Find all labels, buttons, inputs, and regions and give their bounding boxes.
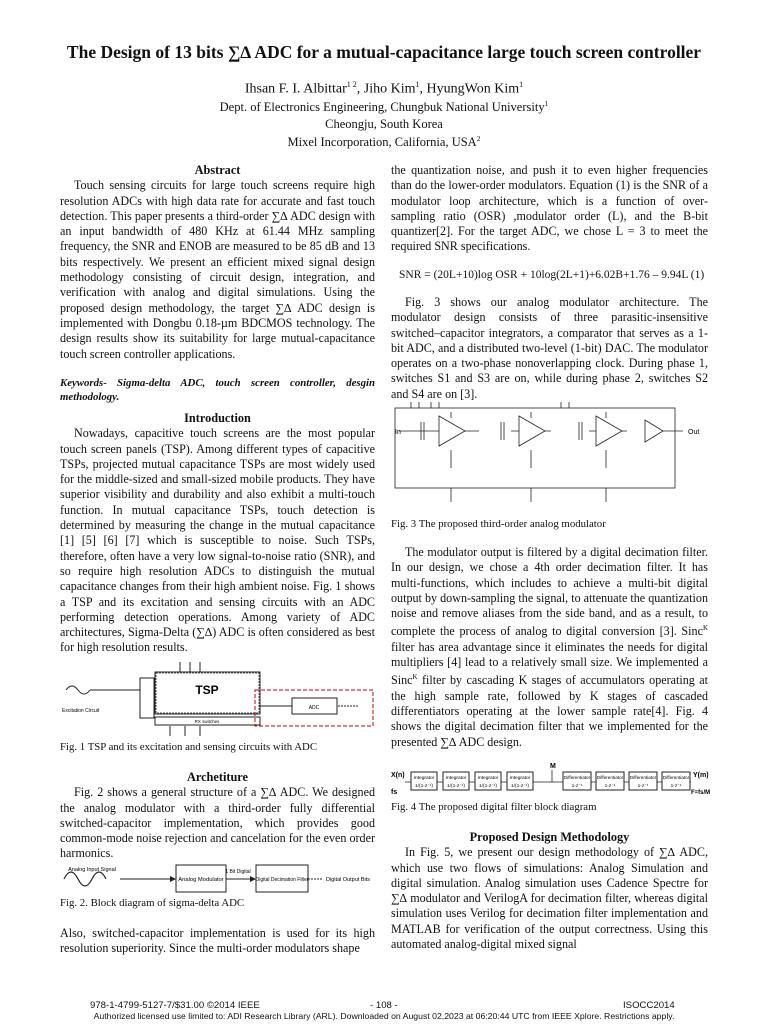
- fig4-y-label: Y(m): [693, 772, 709, 779]
- footer-license: Authorized licensed use limited to: ADI Research Library (ARL). Downloaded on August 02,2023 at 06:20:44 UTC from IEEE Xplore. Restrictions apply.: [93, 1011, 675, 1021]
- keywords: Keywords- Sigma-delta ADC, touch screen controller, desgin methodology.: [60, 377, 375, 403]
- fig1-tsp-label: TSP: [195, 683, 219, 697]
- svg-text:1/(1-z⁻¹): 1/(1-z⁻¹): [511, 784, 529, 789]
- fig4-x-label: X(n): [391, 772, 405, 779]
- fig3-out-label: Out: [688, 429, 700, 436]
- affiliation-3: Mixel Incorporation, California, USA$^2$: [287, 134, 481, 150]
- figure-4-filter-diagram: [391, 760, 711, 798]
- svg-text:Differentiator: Differentiator: [629, 775, 657, 780]
- author-1-affil: 1 2: [346, 80, 357, 89]
- svg-text:1-z⁻¹: 1-z⁻¹: [604, 784, 616, 789]
- svg-text:Integrator: Integrator: [509, 776, 531, 781]
- figure-3-modulator-schematic: [391, 398, 708, 514]
- svg-text:1-z⁻¹: 1-z⁻¹: [637, 784, 649, 789]
- fig2-input-label: Analog Input Signal: [68, 867, 116, 873]
- figure-1-tsp-diagram: [60, 660, 375, 738]
- fig4-m-label: M: [550, 763, 556, 770]
- fig4-fs-out-label: F=fs/M: [691, 790, 711, 796]
- snr-paragraph: the quantization noise, and push it to even higher frequencies than do the lower-order modulators. Equation (1) is the SNR of a modulator loop architecture, which is a function of over-sampling ratio (OSR) ,modulator order (L), and the B-bit quantizer[2]. For the target ADC, we chose L = 3 to meet the required SNR specifications.: [391, 163, 708, 254]
- decimation-paragraph: The modulator output is filtered by a digital decimation filter. In our design, we chose a 4th order decimation filter. It has multi-functions, which includes to achieve a multi-bit digital output by down-sampling the signal, to attenuate the quantization noise and remove aliases from the side band, and as a result, to complete the process of analog to digital conversion [3]. Sinc$^K$ filter has area advantage since it eliminates the needs for digital multipliers [4] lead to a relatively small size. We implemented a Sinc$^K$ filter by cascading K stages of accumulators operating at the high sample rate, followed by K stages of cascaded differentiators operating at the lower sample rate[4]. Fig. 4 shows the digital decimation filter that we implemented for the presented ∑∆ ADC design.: [391, 545, 708, 749]
- footer-copyright: 978-1-4799-5127-7/$31.00 ©2014 IEEE: [90, 1000, 260, 1011]
- svg-text:1/(1-z⁻¹): 1/(1-z⁻¹): [447, 784, 465, 789]
- fig2-modulator-label: Analog Modulator: [178, 877, 224, 883]
- paper-title: The Design of 13 bits ∑∆ ADC for a mutual-capacitance large touch screen controller: [66, 42, 702, 62]
- introduction-heading: Introduction: [184, 411, 251, 425]
- svg-text:Integrator: Integrator: [445, 776, 467, 781]
- abstract-heading: Abstract: [194, 163, 241, 177]
- architecture-heading: Archetiture: [186, 770, 248, 784]
- svg-text:1-z⁻¹: 1-z⁻¹: [571, 784, 583, 789]
- introduction-text: Nowadays, capacitive touch screens are the most popular touch screen panels (TSP). Among different types of capacitive TSPs, projected mutual capacitance TSPs are most widely used for the middle-sized and small-sized mobile products. They have superior visibility and durability and also exhibit a multi-touch function. In mutual capacitance TSPs, touch detection is determined by measuring the change in the mutual capacitance [1] [5] [6] [7] which is susceptible to noise. Such TSPs, therefore, often have a very low signal-to-noise ratio (SNR), and so require high resolution ADCs to distinguish the mutual capacitance changes from their high ambient noise. Fig. 1 shows a TSP and its excitation and sensing circuits with an ADC performing detection operations. Among variety of ADC architectures, Sigma-Delta (∑∆) ADC is often considered as best for high resolution results.: [60, 426, 375, 655]
- affiliation-2: Cheongju, South Korea: [325, 117, 443, 131]
- author-list: [0, 80, 768, 98]
- author-3: , HyungWon Kim: [419, 81, 520, 97]
- affiliation-1: Dept. of Electronics Engineering, Chungbuk National University$^1$: [219, 99, 549, 115]
- fig3-in-label: In: [395, 429, 401, 436]
- fig1-adc-label: ADC: [308, 705, 320, 711]
- fig1-excitation-label: Excitation Circuit: [62, 708, 100, 714]
- fig2-bit-label: 1 Bit Digital: [225, 869, 251, 875]
- svg-text:Differentiator: Differentiator: [596, 775, 624, 780]
- author-2: , Jiho Kim: [356, 81, 416, 97]
- architecture-text-2: Also, switched-capacitor implementation is used for its high resolution superiority. Since the multi-order modulators shape: [60, 926, 375, 956]
- methodology-text: In Fig. 5, we present our design methodology of ∑∆ ADC, which use two flows of simulations: Analog Simulation and digital simulation. Analog simulation uses Cadence Spectre for ∑∆ modulator and VerilogA for decimation filter, whereas digital simulation uses Verilog for decimation filter implementation and MATLAB for verification of the output correctness. Using this automated analog-digital mixed signal: [391, 845, 708, 952]
- abstract-section: [60, 163, 375, 362]
- svg-text:Differentiator: Differentiator: [563, 775, 591, 780]
- fig4-fs-label: fs: [391, 789, 398, 796]
- svg-text:Integrator: Integrator: [477, 776, 499, 781]
- methodology-section: [391, 830, 708, 952]
- figure-3-caption: Fig. 3 The proposed third-order analog modulator: [391, 518, 606, 530]
- modulator-paragraph: Fig. 3 shows our analog modulator architecture. The modulator design consists of three parasitic-insensitive switched–capacitor integrators, a comparator that serves as a 1-bit ADC, and a distributed two-level (1-bit) DAC. The modulator operates on a two-phase nonoverlapping clock. During phase 1, switches S1 and S3 are on, while during phase 2, switches S2 and S4 are on [3].: [391, 295, 708, 401]
- svg-text:1/(1-z⁻¹): 1/(1-z⁻¹): [415, 784, 433, 789]
- figure-2-caption: Fig. 2. Block diagram of sigma-delta ADC: [60, 897, 245, 909]
- fig2-filter-label: Digital Decimation Filter: [255, 877, 309, 883]
- fig1-rx-label: RX switches: [194, 719, 220, 724]
- figure-2-block-diagram: [60, 862, 375, 896]
- author-3-affil: 1: [519, 80, 524, 89]
- svg-text:1/(1-z⁻¹): 1/(1-z⁻¹): [479, 784, 497, 789]
- introduction-section: [60, 411, 375, 656]
- svg-text:1-z⁻¹: 1-z⁻¹: [670, 784, 682, 789]
- author-1: Ihsan F. I. Albittar: [244, 81, 347, 97]
- svg-text:Integrator: Integrator: [413, 776, 435, 781]
- snr-equation: SNR = (20L+10)log OSR + 10log(2L+1)+6.02B+1.76 – 9.94L (1): [399, 269, 705, 281]
- figure-1-caption: Fig. 1 TSP and its excitation and sensing circuits with ADC: [60, 741, 318, 753]
- architecture-text-1: Fig. 2 shows a general structure of a ∑∆ ADC. We designed the analog modulator with a third-order fully differential switched-capacitor implementation, which provides good common-mode noise rejection and cancelation for the even order harmonics.: [60, 785, 375, 861]
- svg-text:Differentiator: Differentiator: [662, 775, 690, 780]
- right-column-intro: [391, 163, 708, 255]
- abstract-text: Touch sensing circuits for large touch screens require high resolution ADCs with high data rate for accurate and fast touch detection. This paper presents a third-order ∑∆ ADC design with an input bandwidth of 480 KHz at 61.44 MHz sampling frequency, the SNR and ENOB are measured to be 85 dB and 13 bits respectively. We present an efficient mixed signal design methodology consisting of circuit design, integration, and verification with analog and digital simulations. Using the proposed design methodology, the target ∑∆ ADC design is implemented with Dongbu 0.18-µm BDCMOS technology. The design results show its suitability for large mutual-capacitance touch screen controller applications.: [60, 178, 375, 361]
- author-2-affil: 1: [415, 80, 420, 89]
- methodology-heading: Proposed Design Methodology: [469, 830, 630, 844]
- fig2-output-label: Digital Output Bits: [325, 877, 371, 883]
- architecture-section: [60, 770, 375, 862]
- footer-page-number: - 108 -: [370, 1000, 398, 1011]
- footer-conference: ISOCC2014: [623, 1000, 675, 1011]
- figure-4-caption: Fig. 4 The proposed digital filter block diagram: [391, 801, 597, 813]
